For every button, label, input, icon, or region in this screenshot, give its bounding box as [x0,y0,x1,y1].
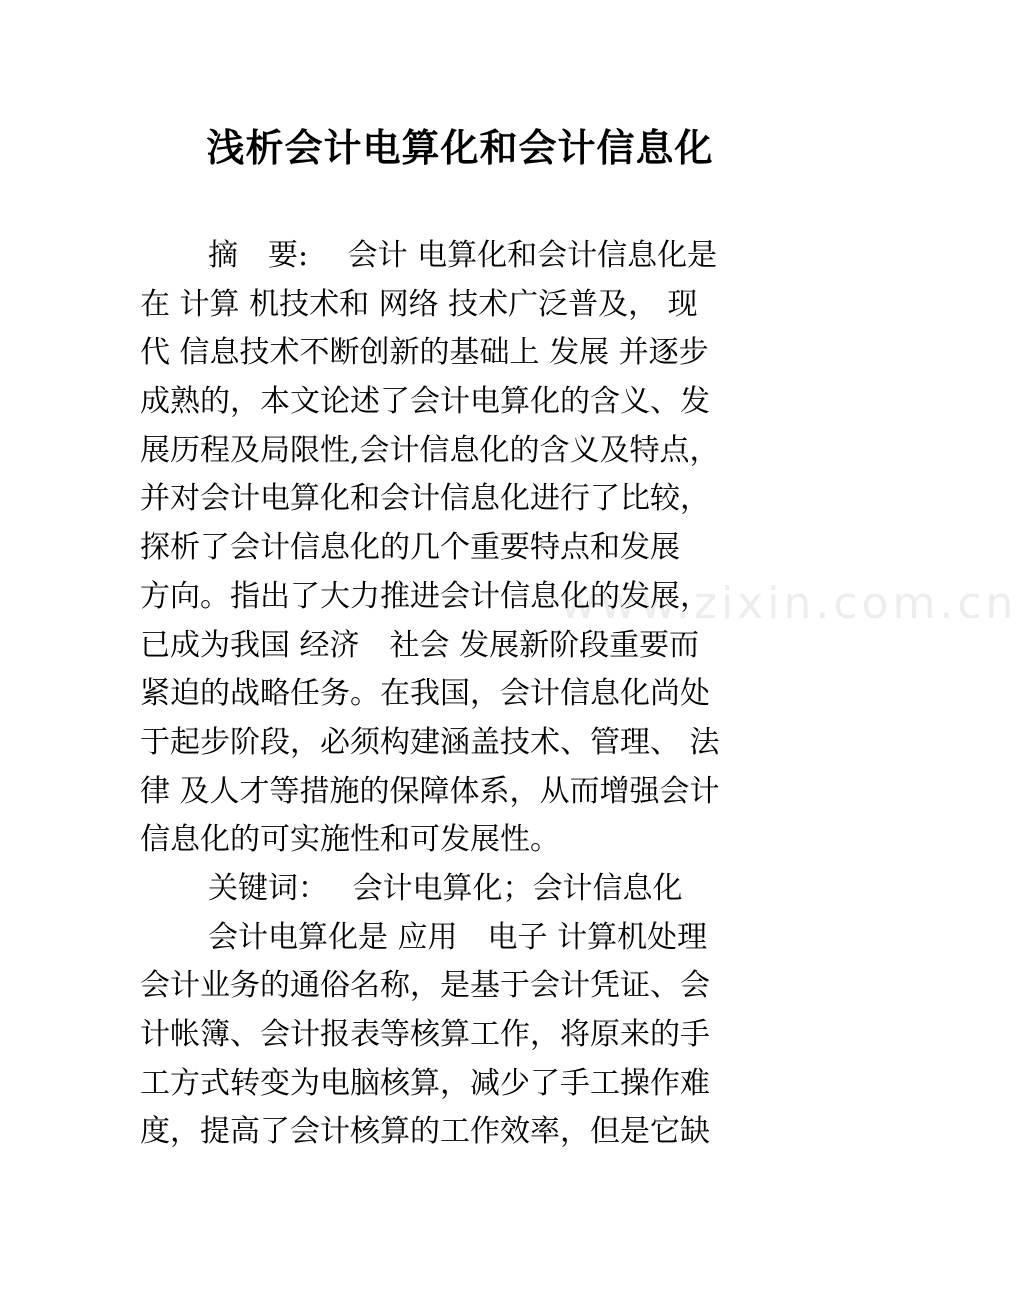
body-line: 探析了会计信息化的几个重要特点和发展 [140,530,680,566]
body-line: 于起步阶段，必须构建涵盖技术、管理、 法 [140,724,720,760]
body-line: 紧迫的战略任务。在我国，会计信息化尚处 [140,676,710,712]
body-line: 摘 要: 会计 电算化和会计信息化是 [208,238,718,273]
body-line: 展历程及局限性,会计信息化的含义及特点， [140,432,720,468]
body-line: 会计业务的通俗名称，是基于会计凭证、会 [140,968,710,1004]
body-line: 成熟的，本文论述了会计电算化的含义、发 [140,384,710,420]
body-line: 代 信息技术不断创新的基础上 发展 并逐步 [140,335,709,371]
document-title: 浅析会计电算化和会计信息化 [206,125,714,170]
body-line: 信息化的可实施性和可发展性。 [140,822,560,858]
body-line: 已成为我国 经济 社会 发展新阶段重要而 [140,627,700,663]
document-body [140,232,790,1157]
body-line: 计帐簿、会计报表等核算工作，将原来的手 [140,1017,710,1052]
body-line: 会计电算化是 应用 电子 计算机处理 [208,919,708,955]
body-line: 关键词： 会计电算化；会计信息化 [208,870,683,906]
body-line: 方向。指出了大力推进会计信息化的发展， [140,578,710,614]
body-line: 度，提高了会计核算的工作效率，但是它缺 [140,1114,710,1150]
watermark: www.zixin.com.cn [560,578,1017,629]
body-line: 在 计算 机技术和 网络 技术广泛普及， 现 [140,286,698,322]
body-line: 工方式转变为电脑核算，减少了手工操作难 [140,1065,710,1101]
body-line: 律 及人才等措施的保障体系，从而增强会计 [140,773,720,809]
body-line: 并对会计电算化和会计信息化进行了比较， [140,481,710,517]
